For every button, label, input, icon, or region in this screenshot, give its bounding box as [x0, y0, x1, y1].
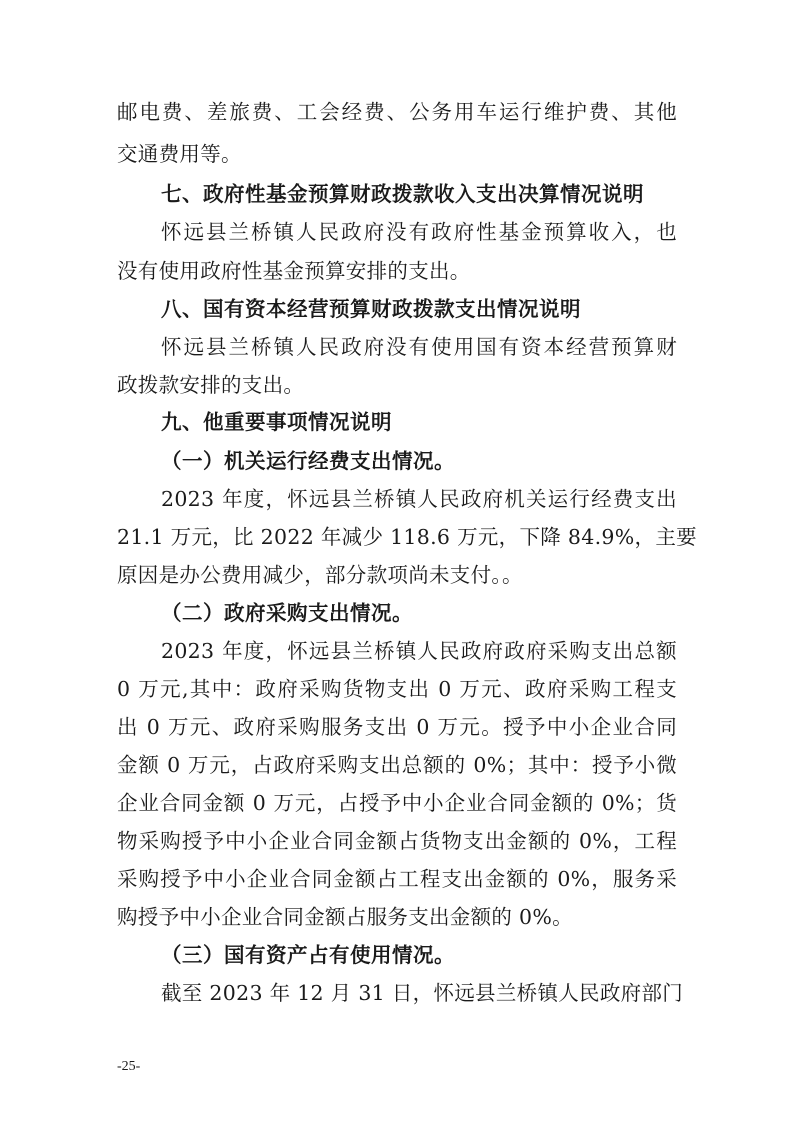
section-heading-7: 七、政府性基金预算财政拨款收入支出决算情况说明	[161, 182, 644, 206]
paragraph-line: 怀远县兰桥镇人民政府没有使用国有资本经营预算财	[161, 335, 677, 359]
subsection-heading-3: （三）国有资产占有使用情况。	[161, 943, 455, 967]
paragraph-line: 金额 0 万元，占政府采购支出总额的 0%；其中：授予小微	[117, 753, 677, 777]
paragraph-line: 21.1 万元，比 2022 年减少 118.6 万元，下降 84.9%，主要	[117, 525, 697, 549]
paragraph-line: 物采购授予中小企业合同金额占货物支出金额的 0%，工程	[117, 829, 677, 853]
paragraph-line: 2023 年度，怀远县兰桥镇人民政府政府采购支出总额	[161, 639, 677, 663]
paragraph-line: 没有使用政府性基金预算安排的支出。	[117, 259, 471, 283]
section-heading-9: 九、他重要事项情况说明	[161, 410, 392, 434]
paragraph-line: 原因是办公费用减少，部分款项尚未支付。。	[117, 563, 523, 587]
paragraph-line: 截至 2023 年 12 月 31 日，怀远县兰桥镇人民政府部门	[161, 981, 684, 1005]
paragraph-line: 购授予中小企业合同金额占服务支出金额的 0%。	[117, 905, 573, 929]
paragraph-line: 交通费用等。	[117, 142, 242, 166]
paragraph-line: 怀远县兰桥镇人民政府没有政府性基金预算收入，也	[161, 220, 677, 244]
subsection-heading-1: （一）机关运行经费支出情况。	[161, 449, 455, 473]
paragraph-line: 政拨款安排的支出。	[117, 373, 305, 397]
paragraph-line: 0 万元,其中：政府采购货物支出 0 万元、政府采购工程支	[117, 677, 677, 701]
paragraph-line: 采购授予中小企业合同金额占工程支出金额的 0%，服务采	[117, 867, 677, 891]
paragraph-line: 邮电费、差旅费、工会经费、公务用车运行维护费、其他	[117, 100, 677, 124]
paragraph-line: 2023 年度，怀远县兰桥镇人民政府机关运行经费支出	[161, 487, 677, 511]
page-number: -25-	[117, 1059, 141, 1074]
section-heading-8: 八、国有资本经营预算财政拨款支出情况说明	[161, 297, 581, 321]
paragraph-line: 出 0 万元、政府采购服务支出 0 万元。授予中小企业合同	[117, 715, 677, 739]
paragraph-line: 企业合同金额 0 万元，占授予中小企业合同金额的 0%；货	[117, 791, 677, 815]
subsection-heading-2: （二）政府采购支出情况。	[161, 601, 413, 625]
